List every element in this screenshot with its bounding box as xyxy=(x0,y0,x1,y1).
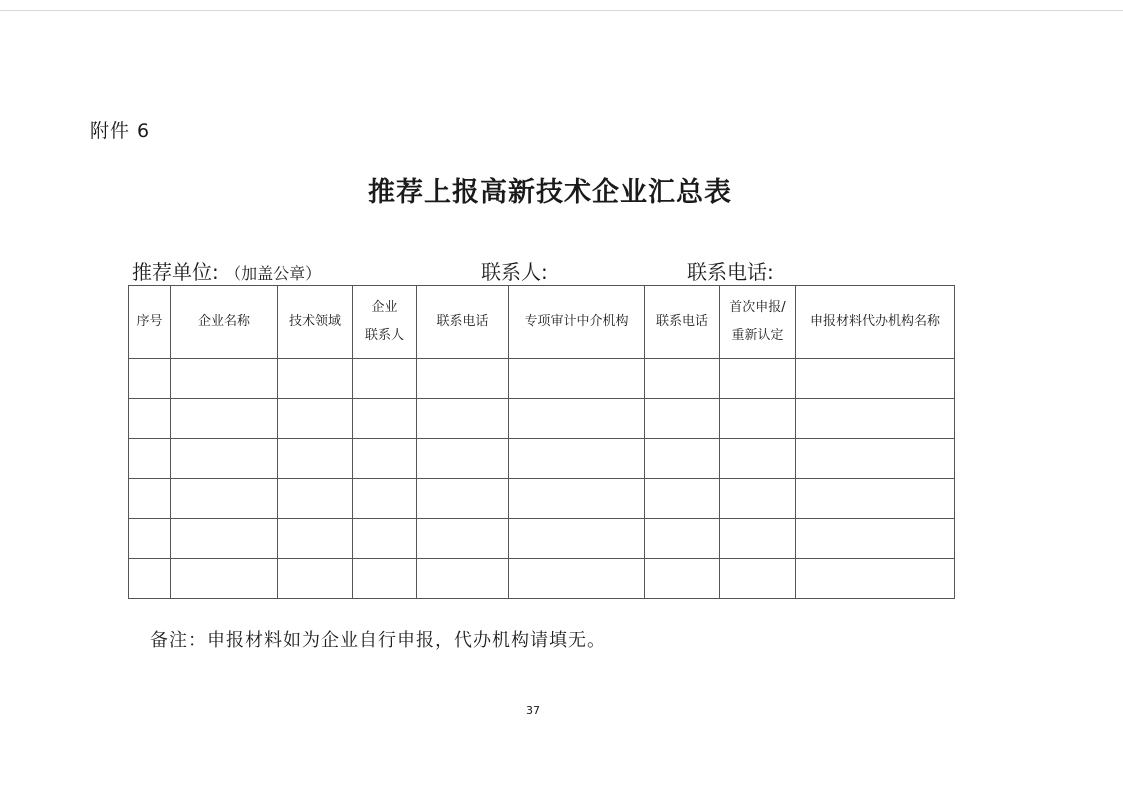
table-cell[interactable] xyxy=(129,559,171,599)
table-cell[interactable] xyxy=(720,439,796,479)
column-header-text: 序号 xyxy=(136,314,163,329)
table-body xyxy=(129,359,955,599)
table-cell[interactable] xyxy=(509,479,645,519)
table-cell[interactable] xyxy=(171,439,278,479)
table-cell[interactable] xyxy=(417,479,509,519)
stamp-note: （加盖公章） xyxy=(225,264,322,283)
table-cell[interactable] xyxy=(278,359,353,399)
column-header-text: 联系电话 xyxy=(655,314,708,329)
column-header-proxy-agency xyxy=(796,286,955,359)
table-cell[interactable] xyxy=(129,359,171,399)
table-cell[interactable] xyxy=(417,559,509,599)
column-header-company-contact xyxy=(353,286,417,359)
column-header-text: 首次申报/ xyxy=(729,300,786,315)
table-cell[interactable] xyxy=(417,439,509,479)
table-cell[interactable] xyxy=(645,479,720,519)
column-header-text: 技术领域 xyxy=(288,314,341,329)
recommending-unit-label: 推荐单位: xyxy=(132,260,219,284)
column-header-text: 联系人 xyxy=(364,328,404,343)
table-cell[interactable] xyxy=(353,519,417,559)
contact-phone-label: 联系电话: xyxy=(687,260,774,284)
table-cell[interactable] xyxy=(417,519,509,559)
table-cell[interactable] xyxy=(278,479,353,519)
column-header-text: 企业名称 xyxy=(197,314,250,329)
table-row xyxy=(129,559,955,599)
table-cell[interactable] xyxy=(796,439,955,479)
table-cell[interactable] xyxy=(353,559,417,599)
table-cell[interactable] xyxy=(353,359,417,399)
footnote: 备注：申报材料如为企业自行申报，代办机构请填无。 xyxy=(150,630,606,651)
table-cell[interactable] xyxy=(720,359,796,399)
table-row xyxy=(129,399,955,439)
column-header-text: 联系电话 xyxy=(436,314,489,329)
table-cell[interactable] xyxy=(129,399,171,439)
table-cell[interactable] xyxy=(129,479,171,519)
page-number: 37 xyxy=(526,704,540,717)
column-header-tech-field xyxy=(278,286,353,359)
table-cell[interactable] xyxy=(353,439,417,479)
table-cell[interactable] xyxy=(417,399,509,439)
table-row xyxy=(129,359,955,399)
table-cell[interactable] xyxy=(353,479,417,519)
table-cell[interactable] xyxy=(509,399,645,439)
attachment-label: 附件 6 xyxy=(90,120,151,142)
table-cell[interactable] xyxy=(353,399,417,439)
column-header-text: 申报材料代办机构名称 xyxy=(809,314,940,329)
column-header-agency-phone xyxy=(645,286,720,359)
column-header-text: 重新认定 xyxy=(731,328,784,343)
table-cell[interactable] xyxy=(645,559,720,599)
table-row xyxy=(129,439,955,479)
table-cell[interactable] xyxy=(645,439,720,479)
table-cell[interactable] xyxy=(278,519,353,559)
top-rule xyxy=(0,10,1123,11)
table-cell[interactable] xyxy=(509,559,645,599)
table-row xyxy=(129,479,955,519)
table-cell[interactable] xyxy=(278,439,353,479)
table-row xyxy=(129,519,955,559)
table-cell[interactable] xyxy=(720,399,796,439)
table-cell[interactable] xyxy=(171,399,278,439)
table-cell[interactable] xyxy=(171,559,278,599)
table-cell[interactable] xyxy=(509,439,645,479)
column-header-text: 企业 xyxy=(371,300,398,315)
column-header-company-name xyxy=(171,286,278,359)
column-header-audit-agency xyxy=(509,286,645,359)
contact-person-label: 联系人: xyxy=(481,260,548,284)
column-header-application-type xyxy=(720,286,796,359)
table-cell[interactable] xyxy=(796,399,955,439)
table-cell[interactable] xyxy=(509,519,645,559)
page-title: 推荐上报高新技术企业汇总表 xyxy=(368,177,732,208)
column-header-contact-phone xyxy=(417,286,509,359)
table-cell[interactable] xyxy=(796,359,955,399)
table-cell[interactable] xyxy=(796,559,955,599)
column-header-serial xyxy=(129,286,171,359)
recommending-unit-field xyxy=(132,256,321,285)
table-cell[interactable] xyxy=(171,359,278,399)
table-cell[interactable] xyxy=(171,519,278,559)
table-cell[interactable] xyxy=(417,359,509,399)
column-header-text: 专项审计中介机构 xyxy=(524,314,629,329)
table-cell[interactable] xyxy=(278,559,353,599)
table-cell[interactable] xyxy=(278,399,353,439)
table-header-row xyxy=(129,286,955,359)
table-cell[interactable] xyxy=(720,519,796,559)
table-cell[interactable] xyxy=(645,399,720,439)
table-cell[interactable] xyxy=(720,479,796,519)
summary-table xyxy=(128,285,955,599)
table-cell[interactable] xyxy=(796,479,955,519)
table-cell[interactable] xyxy=(129,519,171,559)
table-cell[interactable] xyxy=(645,359,720,399)
table-cell[interactable] xyxy=(171,479,278,519)
table-cell[interactable] xyxy=(129,439,171,479)
table-cell[interactable] xyxy=(720,559,796,599)
table-cell[interactable] xyxy=(509,359,645,399)
table-cell[interactable] xyxy=(645,519,720,559)
table-cell[interactable] xyxy=(796,519,955,559)
